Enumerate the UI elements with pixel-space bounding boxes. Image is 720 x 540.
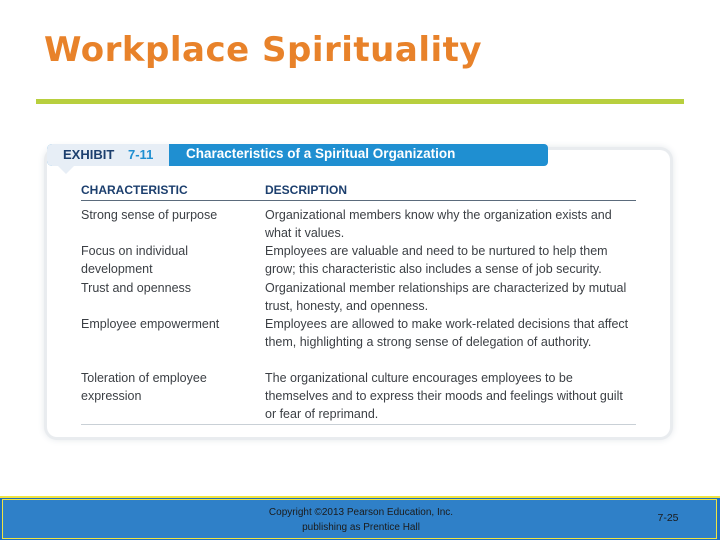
copyright-line-1: Copyright ©2013 Pearson Education, Inc. <box>268 507 454 518</box>
title-divider <box>36 99 684 104</box>
page-number: 7-25 <box>657 512 679 524</box>
column-header-description: DESCRIPTION <box>265 183 348 197</box>
description-cell: Employees are allowed to make work-related decisions that affect them, highlighting a strong sense of delegation of authority. <box>265 317 629 349</box>
footer-bar <box>0 496 720 540</box>
slide-title: Workplace Spirituality <box>44 30 483 70</box>
exhibit-number: 7-11 <box>128 147 154 162</box>
copyright-line-2: publishing as Prentice Hall <box>302 522 420 533</box>
characteristic-cell: Trust and openness <box>81 281 192 295</box>
characteristic-cell: Strong sense of purpose <box>81 208 218 222</box>
description-cell: Organizational members know why the organization exists and what it values. <box>265 208 612 240</box>
table-bottom-divider <box>81 424 636 425</box>
characteristic-cell: Employee empowerment <box>81 317 220 331</box>
copyright-text <box>231 505 491 535</box>
exhibit-label: EXHIBIT <box>63 147 115 162</box>
column-header-characteristic: CHARACTERISTIC <box>81 183 188 197</box>
description-cell: The organizational culture encourages employees to be themselves and to express their moods and feelings without guilt or fear of reprimand. <box>265 371 623 421</box>
description-cell: Employees are valuable and need to be nurtured to help them grow; this characteristic also includes a sense of job security. <box>265 244 608 276</box>
exhibit-title: Characteristics of a Spiritual Organization <box>186 146 456 161</box>
exhibit-tab-pointer <box>58 166 74 174</box>
characteristic-cell: Toleration of employee expression <box>81 371 207 403</box>
characteristic-cell: Focus on individual development <box>81 244 189 276</box>
footer-panel <box>2 499 717 539</box>
header-divider <box>81 200 636 201</box>
description-cell: Organizational member relationships are characterized by mutual trust, honesty, and openness. <box>265 281 627 313</box>
